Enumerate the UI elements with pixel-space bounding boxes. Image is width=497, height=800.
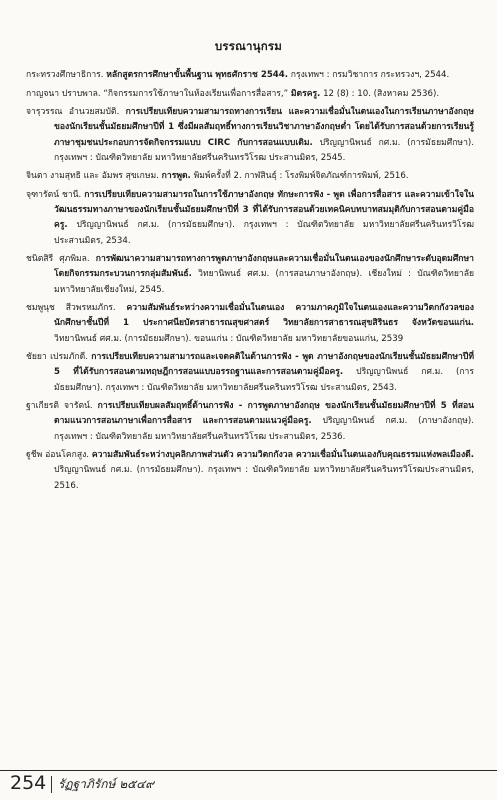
entry-author: กาญจนา ปราบพาล.: [26, 88, 101, 99]
page-number: 254: [10, 772, 47, 794]
entry-title: การพัฒนาความสามารถทางการพูดภาษาอังกฤษและความเชื่อมั่นในตนเองของนักศึกษาระดับอุดมศึกษาโดยกิจกรรมกระบวนการกลุ่มสัมพันธ์.: [54, 254, 474, 280]
bibliography-entry: [26, 301, 474, 347]
entry-author: จุฑารัตน์ ชานี.: [26, 189, 82, 200]
entry-author: ฐูชีพ อ่อนโคกสูง.: [26, 450, 90, 461]
bibliography-list: [26, 68, 474, 497]
entry-title: การเปรียบเทียบผลสัมฤทธิ์ด้านการฟัง - การพูดภาษาอังกฤษ ของนักเรียนชั้นมัธยมศึกษาปีที่ 5 ที่สอนตามแนวการสอนภาษาเพื่อการสื่อสาร และการสอนตามแนวคู่มือครู.: [54, 401, 475, 427]
entry-publication: ปริญญานิพนธ์ กศ.ม. (การมัธยมศึกษา). กรุงเทพฯ : บัณฑิตวิทยาลัย มหาวิทยาลัยศรีนครินทรวิโรฒประสานมิตร, 2516.: [54, 465, 474, 491]
bibliography-entry: [26, 169, 474, 184]
entry-author: ชัยยา เปรมภักดี.: [26, 352, 88, 363]
entry-author: ชมพูนุช สีวพรหมภักร.: [26, 303, 116, 314]
entry-journal-title: มิตรครู.: [290, 88, 321, 99]
entry-author: จารุวรรณ อำนวยสมบัติ.: [26, 107, 120, 118]
bibliography-entry: [26, 252, 474, 298]
bibliography-entry: [26, 448, 474, 494]
entry-title: หลักสูตรการศึกษาขั้นพื้นฐาน พุทธศักราช 2544.: [106, 70, 289, 80]
entry-title: ความสัมพันธ์ระหว่างความเชื่อมั่นในตนเอง ความภาคภูมิใจในตนเองและความวิตกกังวลของนักศึกษาชั้นปีที่ 1 ประกาศนียบัตรสาธารณสุขศาสตร์ วิทยาลัยการสาธารณสุขสิรินธร จังหวัดขอนแก่น.: [54, 303, 475, 329]
bibliography-entry: [26, 105, 474, 166]
entry-title: การเปรียบเทียบความสามารถทางการเรียน และความเชื่อมั่นในตนเองในการเรียนภาษาอังกฤษ ของนักเรียนชั้นมัธยมศึกษาปีที่ 1 ซึ่งมีผลสัมฤทธิ์ทางการเรียนวิชาภาษาอังกฤษต่ำ โดยได้รับการสอนด้วยการเรียนรู้ภาษาชุมชนประกอบการจัดกิจกรรมแบบ CIRC กับการสอนแบบเดิม.: [54, 107, 474, 148]
journal-name: รัฏฐาภิรักษ์ ๒๕๔๙: [58, 777, 155, 791]
entry-author: ฐาเกียรติ จารัตน์.: [26, 401, 93, 412]
bibliography-entry: [26, 87, 474, 102]
entry-author: จินตา งามสุทธิ และ อัมพร สุขเกษม.: [26, 171, 159, 182]
bibliography-entry: [26, 68, 474, 83]
entry-publication: ปริญญานิพนธ์ กศ.ม. (การมัธยมศึกษา). กรุงเทพฯ : บัณฑิตวิทยาลัย มหาวิทยาลัยศรีนครินทรวิโรฒ ประสานมิตร, 2545.: [54, 137, 475, 163]
entry-title: ความสัมพันธ์ระหว่างบุคลิกภาพส่วนตัว ความวิตกกังวล ความเชื่อมั่นในตนเองกับคุณธรรมแห่งพลเมืองดี.: [91, 450, 474, 461]
entry-title: การเปรียบเทียบความสามารถและเจตคติในด้านการฟัง - พูด ภาษาอังกฤษของนักเรียนชั้นมัธยมศึกษาปีที่ 5 ที่ได้รับการสอนตามทฤษฎีการสอนแบบอรรถฐานและการสอนตามคู่มือครู.: [54, 352, 474, 378]
entry-publication: วิทยานิพนธ์ ศศ.ม. (การมัธยมศึกษา). ขอนแก่น : บัณฑิตวิทยาลัย มหาวิทยาลัยขอนแก่น, 2539: [54, 333, 404, 344]
entry-publication: วิทยานิพนธ์ ศศ.ม. (การสอนภาษาอังกฤษ). เชียงใหม่ : บัณฑิตวิทยาลัย มหาวิทยาลัยเชียงใหม่, 2545.: [54, 269, 475, 295]
entry-publication: ปริญญานิพนธ์ กศ.ม. (การมัธยมศึกษา). กรุงเทพฯ : บัณฑิตวิทยาลัย มหาวิทยาลัยศรีนครินทรวิโรฒ ประสานมิตร, 2543.: [54, 367, 475, 393]
entry-publication: ปริญญานิพนธ์ กศ.ม. (การมัธยมศึกษา). กรุงเทพฯ : บัณฑิตวิทยาลัย มหาวิทยาลัยศรีนครินทรวิโรฒ ประสานมิตร, 2534.: [54, 220, 474, 246]
footer-separator: [51, 776, 52, 793]
bibliography-entry: [26, 350, 474, 396]
bibliography-entry: [26, 188, 474, 249]
page-title: บรรณานุกรม: [214, 39, 283, 53]
entry-publication: ปริญญานิพนธ์ กศ.ม. (ภาษาอังกฤษ). กรุงเทพฯ : บัณฑิตวิทยาลัย มหาวิทยาลัยศรีนครินทรวิโรฒ ประสานมิตร, 2536.: [54, 416, 474, 442]
entry-article-title: “กิจกรรมการใช้ภาษาในห้องเรียนเพื่อการสื่อสาร,”: [103, 88, 289, 99]
entry-author: กระทรวงศึกษาธิการ.: [26, 70, 104, 80]
bibliography-entry: [26, 399, 474, 445]
entry-title: การพูด.: [161, 171, 191, 182]
entry-publication: 12 (8) : 10. (สิงหาคม 2536).: [323, 88, 440, 99]
entry-publication: พิมพ์ครั้งที่ 2. กาฬสินธุ์ : โรงพิมพ์จิตภัณฑ์การพิมพ์, 2516.: [193, 171, 409, 182]
footer-divider: [0, 770, 497, 771]
entry-author: ชนิตสิรี ศุภพิมล.: [26, 254, 90, 265]
entry-title: การเปรียบเทียบความสามารถในการใช้ภาษาอังกฤษ ทักษะการฟัง - พูด เพื่อการสื่อสาร และความเข้าใจในวัฒนธรรมทางภาษาของนักเรียนชั้นมัธยมศึกษาปีที่ 3 ที่ได้รับการสอนด้วยเทคนิคบทบาทสมมุติกับการสอนตามคู่มือครู.: [54, 189, 475, 231]
entry-publication: กรุงเทพฯ : กรมวิชาการ กระทรวงฯ, 2544.: [290, 70, 450, 80]
